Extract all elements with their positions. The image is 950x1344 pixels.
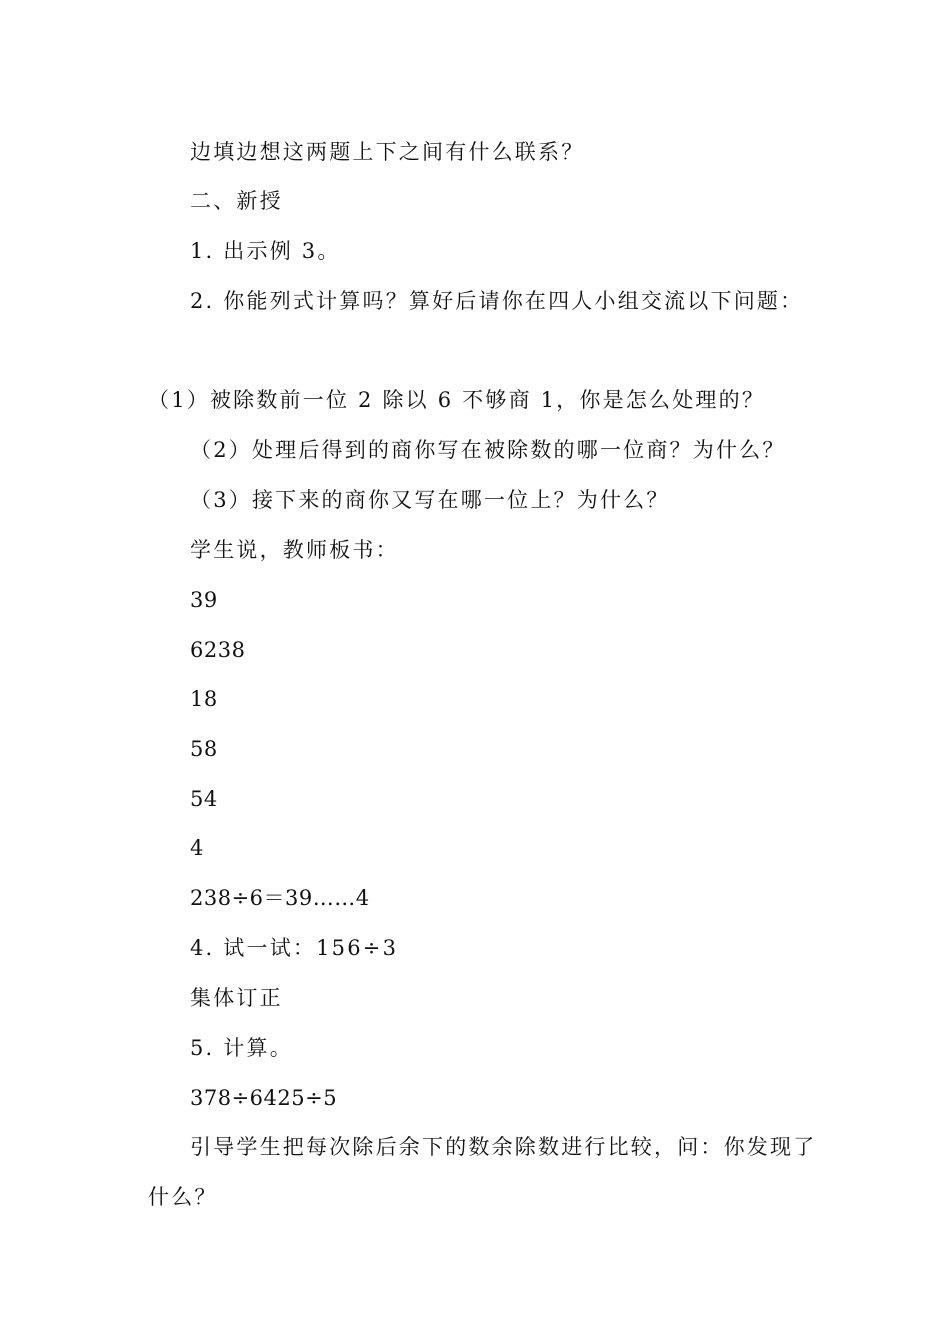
text-line-20: 引导学生把每次除后余下的数余除数进行比较，问：你发现了 (190, 1135, 817, 1159)
section-heading: 二、新授 (190, 189, 283, 213)
text-line-18: 5. 计算。 (190, 1036, 293, 1060)
board-line-product-2: 54 (190, 787, 218, 811)
text-line-1: 边填边想这两题上下之间有什么联系？ (190, 140, 585, 164)
board-line-remainder-1: 58 (190, 737, 218, 761)
equation-line: 238÷6＝39……4 (190, 886, 370, 910)
board-line-product-1: 18 (190, 687, 218, 711)
text-line-19: 378÷6425÷5 (190, 1086, 338, 1110)
text-line-21: 什么？ (148, 1185, 218, 1209)
question-2: （2）处理后得到的商你写在被除数的哪一位商？为什么？ (190, 438, 786, 462)
question-1: （1）被除数前一位 2 除以 6 不够商 1，你是怎么处理的？ (148, 388, 766, 412)
board-line-quotient: 39 (190, 588, 218, 612)
text-line-16: 4. 试一试：156÷3 (190, 936, 399, 960)
board-line-remainder-2: 4 (190, 836, 204, 860)
question-3: （3）接下来的商你又写在哪一位上？为什么？ (190, 488, 670, 512)
text-line-3: 1. 出示例 3。 (190, 239, 341, 263)
text-line-8: 学生说，教师板书： (190, 538, 399, 562)
text-line-4: 2. 你能列式计算吗？算好后请你在四人小组交流以下问题： (190, 289, 804, 313)
board-line-dividend: 6238 (190, 638, 246, 662)
text-line-17: 集体订正 (190, 986, 283, 1010)
